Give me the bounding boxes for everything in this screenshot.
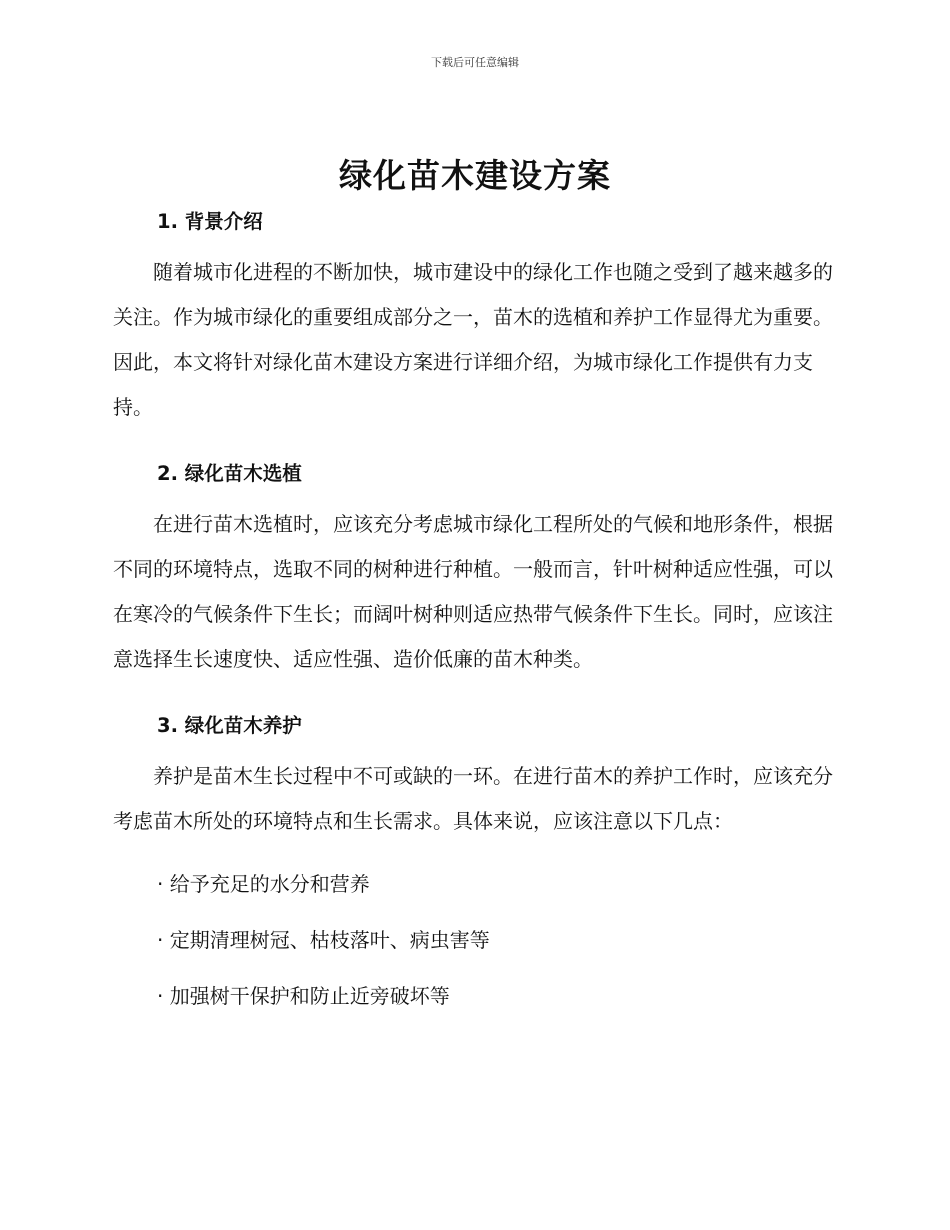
section-paragraph: 养护是苗木生长过程中不可或缺的一环。在进行苗木的养护工作时，应该充分考虑苗木所处的环境特点和生长需求。具体来说，应该注意以下几点： — [113, 764, 833, 833]
section-heading: 2. 绿化苗木选植 — [157, 462, 302, 485]
bullet-item: · 给予充足的水分和营养 — [157, 872, 370, 896]
bullet-item: · 定期清理树冠、枯枝落叶、病虫害等 — [157, 928, 490, 952]
bullet-list — [113, 856, 833, 1024]
document-title: 绿化苗木建设方案 — [339, 156, 611, 195]
section-selection — [113, 456, 833, 682]
section-maintenance — [113, 708, 833, 844]
section-background — [113, 204, 833, 430]
document-body — [113, 204, 833, 1024]
section-paragraph: 随着城市化进程的不断加快，城市建设中的绿化工作也随之受到了越来越多的关注。作为城市绿化的重要组成部分之一，苗木的选植和养护工作显得尤为重要。因此，本文将针对绿化苗木建设方案进行详细介绍，为城市绿化工作提供有力支持。 — [113, 260, 833, 419]
section-paragraph: 在进行苗木选植时，应该充分考虑城市绿化工程所处的气候和地形条件，根据不同的环境特点，选取不同的树种进行种植。一般而言，针叶树种适应性强，可以在寒冷的气候条件下生长；而阔叶树种则适应热带气候条件下生长。同时，应该注意选择生长速度快、适应性强、造价低廉的苗木种类。 — [113, 512, 833, 671]
bullet-item: · 加强树干保护和防止近旁破坏等 — [157, 984, 450, 1008]
section-heading: 3. 绿化苗木养护 — [157, 714, 302, 737]
header-note: 下载后可任意编辑 — [431, 56, 519, 69]
section-heading: 1. 背景介绍 — [157, 210, 263, 233]
